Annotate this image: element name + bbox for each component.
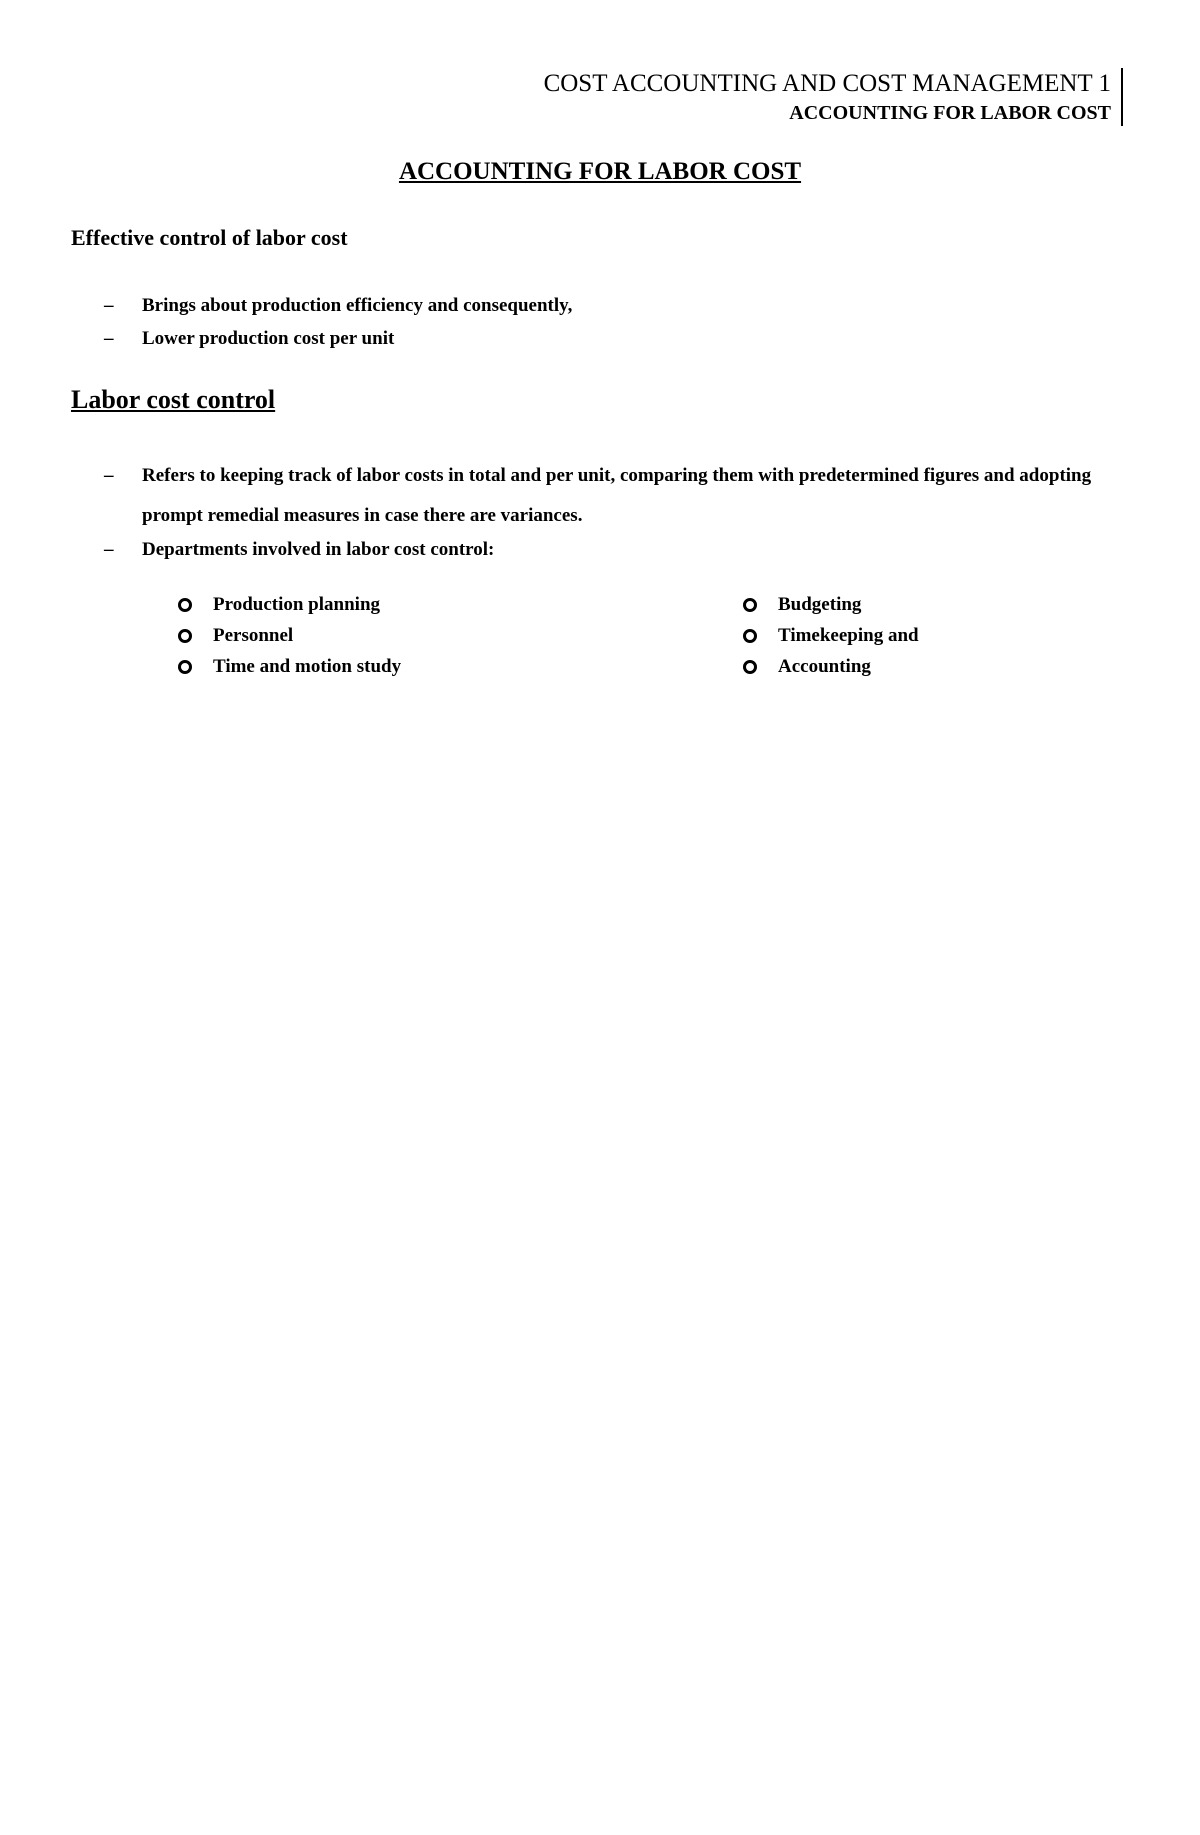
labor-cost-control-list (104, 456, 1144, 564)
page-header (544, 68, 1123, 126)
departments-list-right (743, 589, 919, 682)
department-item (743, 651, 919, 682)
list-item-text: Lower production cost per unit (142, 328, 395, 349)
effective-control-list (104, 289, 1144, 355)
header-course-title: COST ACCOUNTING AND COST MANAGEMENT 1 (543, 70, 1111, 97)
list-item-text: Departments involved in labor cost control: (142, 539, 495, 560)
dash-bullet: – (104, 328, 114, 349)
section-heading-effective-control: Effective control of labor cost (71, 225, 348, 250)
section-heading-labor-cost-control: Labor cost control (71, 385, 276, 414)
department-label: Time and motion study (213, 656, 402, 677)
department-item (178, 589, 401, 620)
list-item (104, 289, 1144, 322)
document-title: ACCOUNTING FOR LABOR COST (398, 158, 802, 185)
list-item-text: Brings about production efficiency and consequently, (142, 295, 573, 316)
department-item (743, 620, 919, 651)
department-label: Budgeting (778, 594, 862, 615)
department-label: Personnel (213, 625, 294, 646)
dash-bullet: – (104, 295, 114, 316)
dash-bullet: – (104, 465, 114, 486)
list-item (104, 536, 1144, 564)
department-label: Production planning (213, 594, 381, 615)
list-item (104, 456, 1144, 536)
department-item (178, 651, 401, 682)
list-item-text: Refers to keeping track of labor costs in total and per unit, comparing them with predetermined figures and adopting prompt remedial measures in case there are variances. (142, 465, 1092, 526)
department-item (178, 620, 401, 651)
circle-bullet-icon (178, 598, 192, 612)
department-label: Timekeeping and (778, 625, 919, 646)
circle-bullet-icon (743, 629, 757, 643)
department-item (743, 589, 919, 620)
circle-bullet-icon (743, 598, 757, 612)
circle-bullet-icon (178, 629, 192, 643)
circle-bullet-icon (743, 660, 757, 674)
circle-bullet-icon (178, 660, 192, 674)
list-item (104, 322, 1144, 355)
department-label: Accounting (778, 656, 871, 677)
dash-bullet: – (104, 539, 114, 560)
header-topic: ACCOUNTING FOR LABOR COST (789, 102, 1111, 124)
departments-list-left (178, 589, 401, 682)
